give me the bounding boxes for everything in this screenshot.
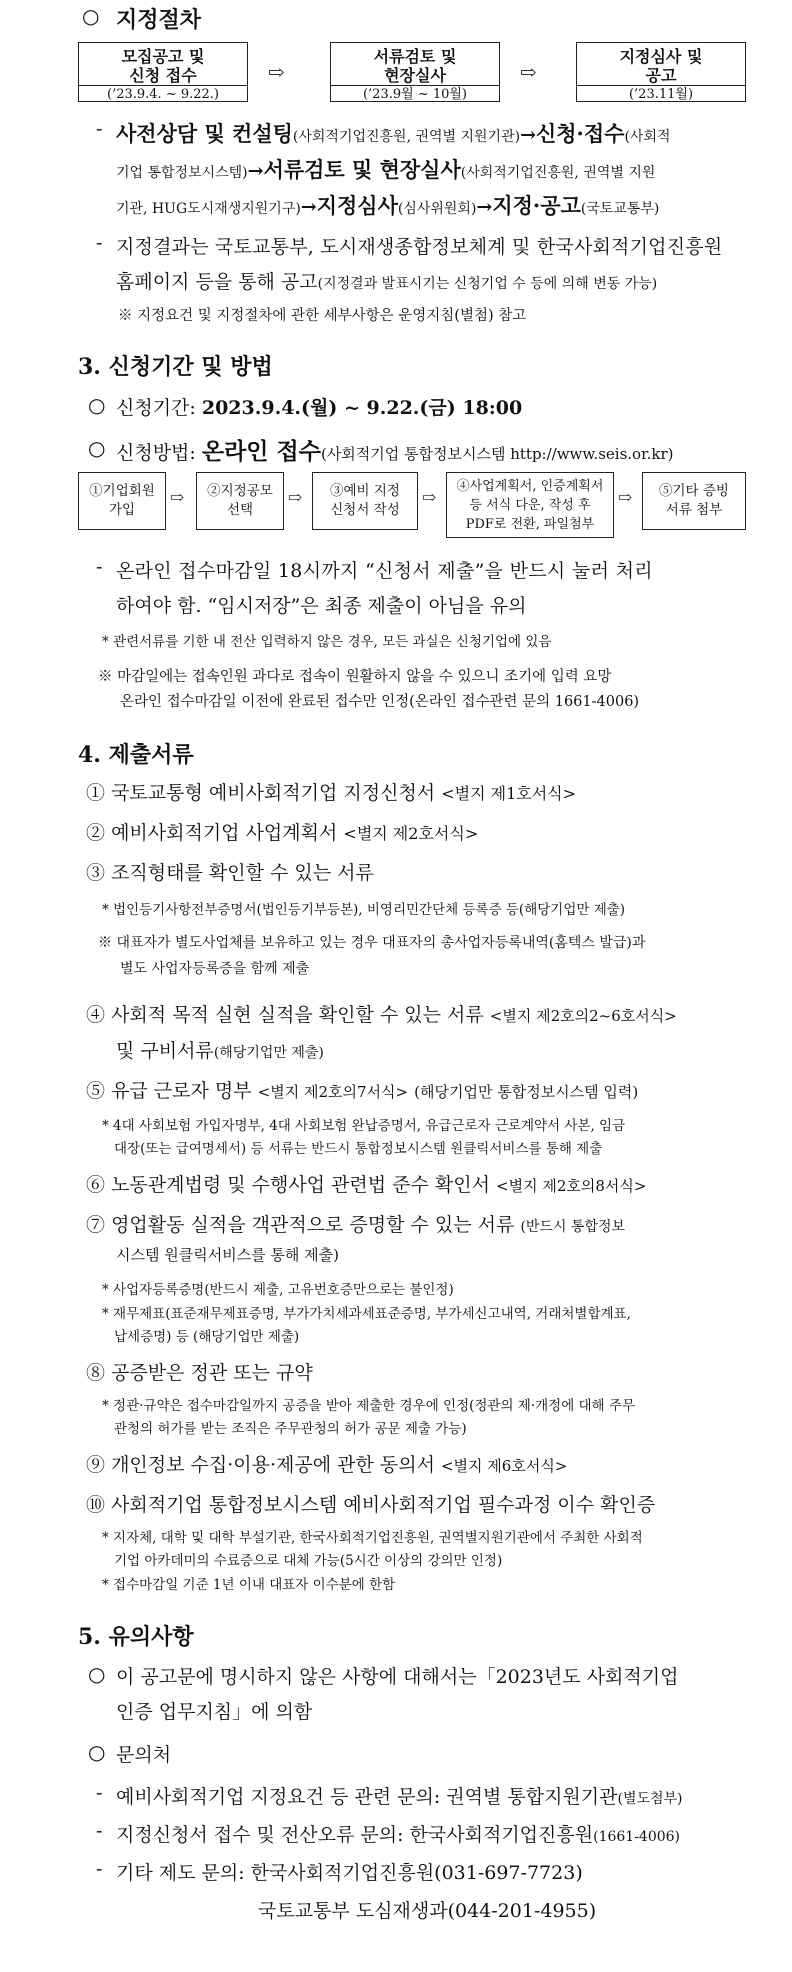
doc-item-3-note-1: * 법인등기사항전부증명서(법인등기부등본), 비영리민간단체 등록증 등(해당기업만 제출) [102,902,626,918]
procedure-dash-2: - [96,232,103,254]
apply-p1-line2: 하여야 함. “임시저장”은 최종 제출이 아님을 유의 [116,595,527,617]
contact-dash-2: - [96,1820,103,1842]
doc-item-9: ⑨ 개인정보 수집·이용·제공에 관한 동의서 <별지 제6호서식> [86,1454,568,1476]
contact-2: 지정신청서 접수 및 전산오류 문의: 한국사회적기업진흥원(1661-4006) [116,1824,681,1846]
step-3-line1: ③예비 지정 [330,483,400,499]
step-1-line2: 가입 [108,502,136,518]
doc-item-10: ⑩ 사회적기업 통합정보시스템 예비사회적기업 필수과정 이수 확인증 [86,1494,656,1516]
bullet-circle: ○ [88,436,106,460]
procedure-note: ※ 지정요건 및 지정절차에 관한 세부사항은 운영지침(별첨) 참고 [118,308,527,324]
step-2-line1: ②지정공모 [207,483,273,499]
procedure-p2-line1: 지정결과는 국토교통부, 도시재생종합정보체계 및 한국사회적기업진흥원 [116,236,723,258]
doc-item-7-line1: ⑦ 영업활동 실적을 객관적으로 증명할 수 있는 서류 (반드시 통합정보 [86,1214,626,1236]
step-2-line2: 선택 [226,502,254,518]
flow-box-1-date: (’23.9.4. ~ 9.22.) [79,85,247,104]
doc-item-10-note-1-line1: * 지자체, 대학 및 대학 부설기관, 한국사회적기업진흥원, 권역별지원기관에서 주최한 사회적 [102,1530,643,1546]
step-arrow-4: ⇨ [618,488,633,508]
step-1-line1: ①기업회원 [89,483,155,499]
doc-item-8-note-line2: 관청의 허가를 받는 조직은 주무관청의 허가 공문 제출 가능) [114,1421,467,1437]
step-4-line2: 등 서식 다운, 작성 후 [469,497,591,513]
flow-box-2-date: (’23.9월 ~ 10월) [331,85,499,104]
doc-item-8: ⑧ 공증받은 정관 또는 규약 [86,1362,313,1384]
step-box-3 [312,472,418,530]
doc-item-7-note-2-line1: * 재무제표(표준재무제표증명, 부가가치세과세표준증명, 부가세신고내역, 거래처별합계표, [102,1306,631,1322]
flow-box-3-date: (’23.11월) [577,85,745,104]
section-title-4: 4. 제출서류 [78,742,194,768]
step-3-line2: 신청서 작성 [330,502,400,518]
flow-box-2-line1: 서류검토 및 [373,47,457,66]
doc-item-10-note-2: * 접수마감일 기준 1년 이내 대표자 이수분에 한함 [102,1577,396,1593]
doc-item-7-line2: 시스템 원클릭서비스를 통해 제출) [116,1246,340,1264]
procedure-p1-line2: 기업 통합정보시스템)→서류검토 및 현장실사(사회적기업진흥원, 권역별 지원 [116,157,656,182]
contact-1: 예비사회적기업 지정요건 등 관련 문의: 권역별 통합지원기관(별도첨부) [116,1786,683,1808]
step-5-line1: ⑤기타 증빙 [659,483,729,499]
step-arrow-2: ⇨ [288,488,303,508]
flow-box-1-line2: 신청 접수 [129,66,197,85]
step-arrow-3: ⇨ [422,488,437,508]
section-title-procedure: 지정절차 [116,7,202,33]
flow-box-1 [78,42,248,102]
step-box-1 [78,472,166,530]
step-4-line3: PDF로 전환, 파일첨부 [465,516,595,532]
contact-dash-3: - [96,1858,103,1880]
doc-item-8-note-line1: * 정관·규약은 접수마감일까지 공증을 받아 제출한 경우에 인정(정관의 제·개정에 대해 주무 [102,1398,635,1414]
doc-item-4-line1: ④ 사회적 목적 실현 실적을 확인할 수 있는 서류 <별지 제2호의2~6호서식> [86,1004,677,1026]
apply-note-2-line1: ※ 마감일에는 접속인원 과다로 접속이 원활하지 않을 수 있으니 조기에 입력 요망 [98,669,612,685]
flow-box-2 [330,42,500,102]
doc-item-5-note-line1: * 4대 사회보험 가입자명부, 4대 사회보험 완납증명서, 유급근로자 근로계약서 사본, 임금 [102,1118,626,1134]
step-arrow-1: ⇨ [170,488,185,508]
caution-p1-line1: 이 공고문에 명시하지 않은 사항에 대해서는「2023년도 사회적기업 [116,1666,679,1688]
bullet-circle: ○ [82,4,100,28]
apply-note-1: * 관련서류를 기한 내 전산 입력하지 않은 경우, 모든 과실은 신청기업에 있음 [102,634,552,650]
procedure-p2-line2: 홈페이지 등을 통해 공고(지정결과 발표시기는 신청기업 수 등에 의해 변동 가능) [116,271,658,293]
contact-3: 기타 제도 문의: 한국사회적기업진흥원(031-697-7723) [116,1862,583,1884]
doc-item-3: ③ 조직형태를 확인할 수 있는 서류 [86,862,374,884]
apply-p1-line1: 온라인 접수마감일 18시까지 “신청서 제출”을 반드시 눌러 처리 [116,560,653,582]
step-box-2 [196,472,284,530]
doc-item-6: ⑥ 노동관계법령 및 수행사업 관련법 준수 확인서 <별지 제2호의8서식> [86,1174,647,1196]
apply-method: 신청방법: 온라인 접수(사회적기업 통합정보시스템 http://www.seis.or.kr) [116,438,674,465]
apply-note-2-line2: 온라인 접수마감일 이전에 완료된 접수만 인정(온라인 접수관련 문의 1661-4006) [120,694,640,710]
doc-item-2: ② 예비사회적기업 사업계획서 <별지 제2호서식> [86,822,479,844]
section-title-5: 5. 유의사항 [78,1624,194,1650]
doc-item-4-line2: 및 구비서류(해당기업만 제출) [116,1040,324,1062]
doc-item-3-note-2-line2: 별도 사업자등록증을 함께 제출 [120,961,310,977]
flow-box-1-line1: 모집공고 및 [121,47,205,66]
flow-box-3-line1: 지정심사 및 [619,47,703,66]
procedure-dash-1: - [96,118,103,140]
flow-box-3-line2: 공고 [645,66,677,85]
bullet-circle: ○ [88,1662,106,1686]
apply-dash: - [96,556,103,578]
apply-period: 신청기간: 2023.9.4.(월) ~ 9.22.(금) 18:00 [116,397,523,419]
flow-box-3 [576,42,746,102]
doc-item-5: ⑤ 유급 근로자 명부 <별지 제2호의7서식> (해당기업만 통합정보시스템 입력) [86,1080,639,1102]
doc-item-10-note-1-line2: 기업 아카데미의 수료증으로 대체 가능(5시간 이상의 강의만 인정) [114,1553,503,1569]
flow-box-2-line2: 현장실사 [384,66,446,85]
bullet-circle: ○ [88,1740,106,1764]
contact-title: 문의처 [116,1744,172,1766]
caution-p1-line2: 인증 업무지침」에 의함 [116,1701,313,1723]
step-5-line2: 서류 첨부 [665,502,723,518]
procedure-p1-line1: 사전상담 및 컨설팅(사회적기업진흥원, 권역별 지원기관)→신청·접수(사회적 [116,121,671,146]
step-box-5 [642,472,746,530]
contact-4: 국토교통부 도심재생과(044-201-4955) [258,1900,597,1922]
doc-item-7-note-1: * 사업자등록증명(반드시 제출, 고유번호증만으로는 불인정) [102,1282,454,1298]
procedure-p1-line3: 기관, HUG도시재생지원기구)→지정심사(심사위원회)→지정·공고(국토교통부) [116,193,660,218]
flow-arrow-2: ⇨ [520,60,537,84]
step-4-line1: ④사업계획서, 인증계획서 [456,478,604,494]
doc-item-3-note-2-line1: ※ 대표자가 별도사업체를 보유하고 있는 경우 대표자의 총사업자등록내역(홈텍스 발급)과 [98,935,646,951]
doc-item-1: ① 국토교통형 예비사회적기업 지정신청서 <별지 제1호서식> [86,782,577,804]
contact-dash-1: - [96,1782,103,1804]
bullet-circle: ○ [88,393,106,417]
flow-arrow-1: ⇨ [268,60,285,84]
step-box-4 [446,472,614,538]
section-title-3: 3. 신청기간 및 방법 [78,354,273,380]
doc-item-5-note-line2: 대장(또는 급여명세서) 등 서류는 반드시 통합정보시스템 원클릭서비스를 통해 제출 [114,1141,603,1157]
doc-item-7-note-2-line2: 납세증명) 등 (해당기업만 제출) [114,1329,300,1345]
